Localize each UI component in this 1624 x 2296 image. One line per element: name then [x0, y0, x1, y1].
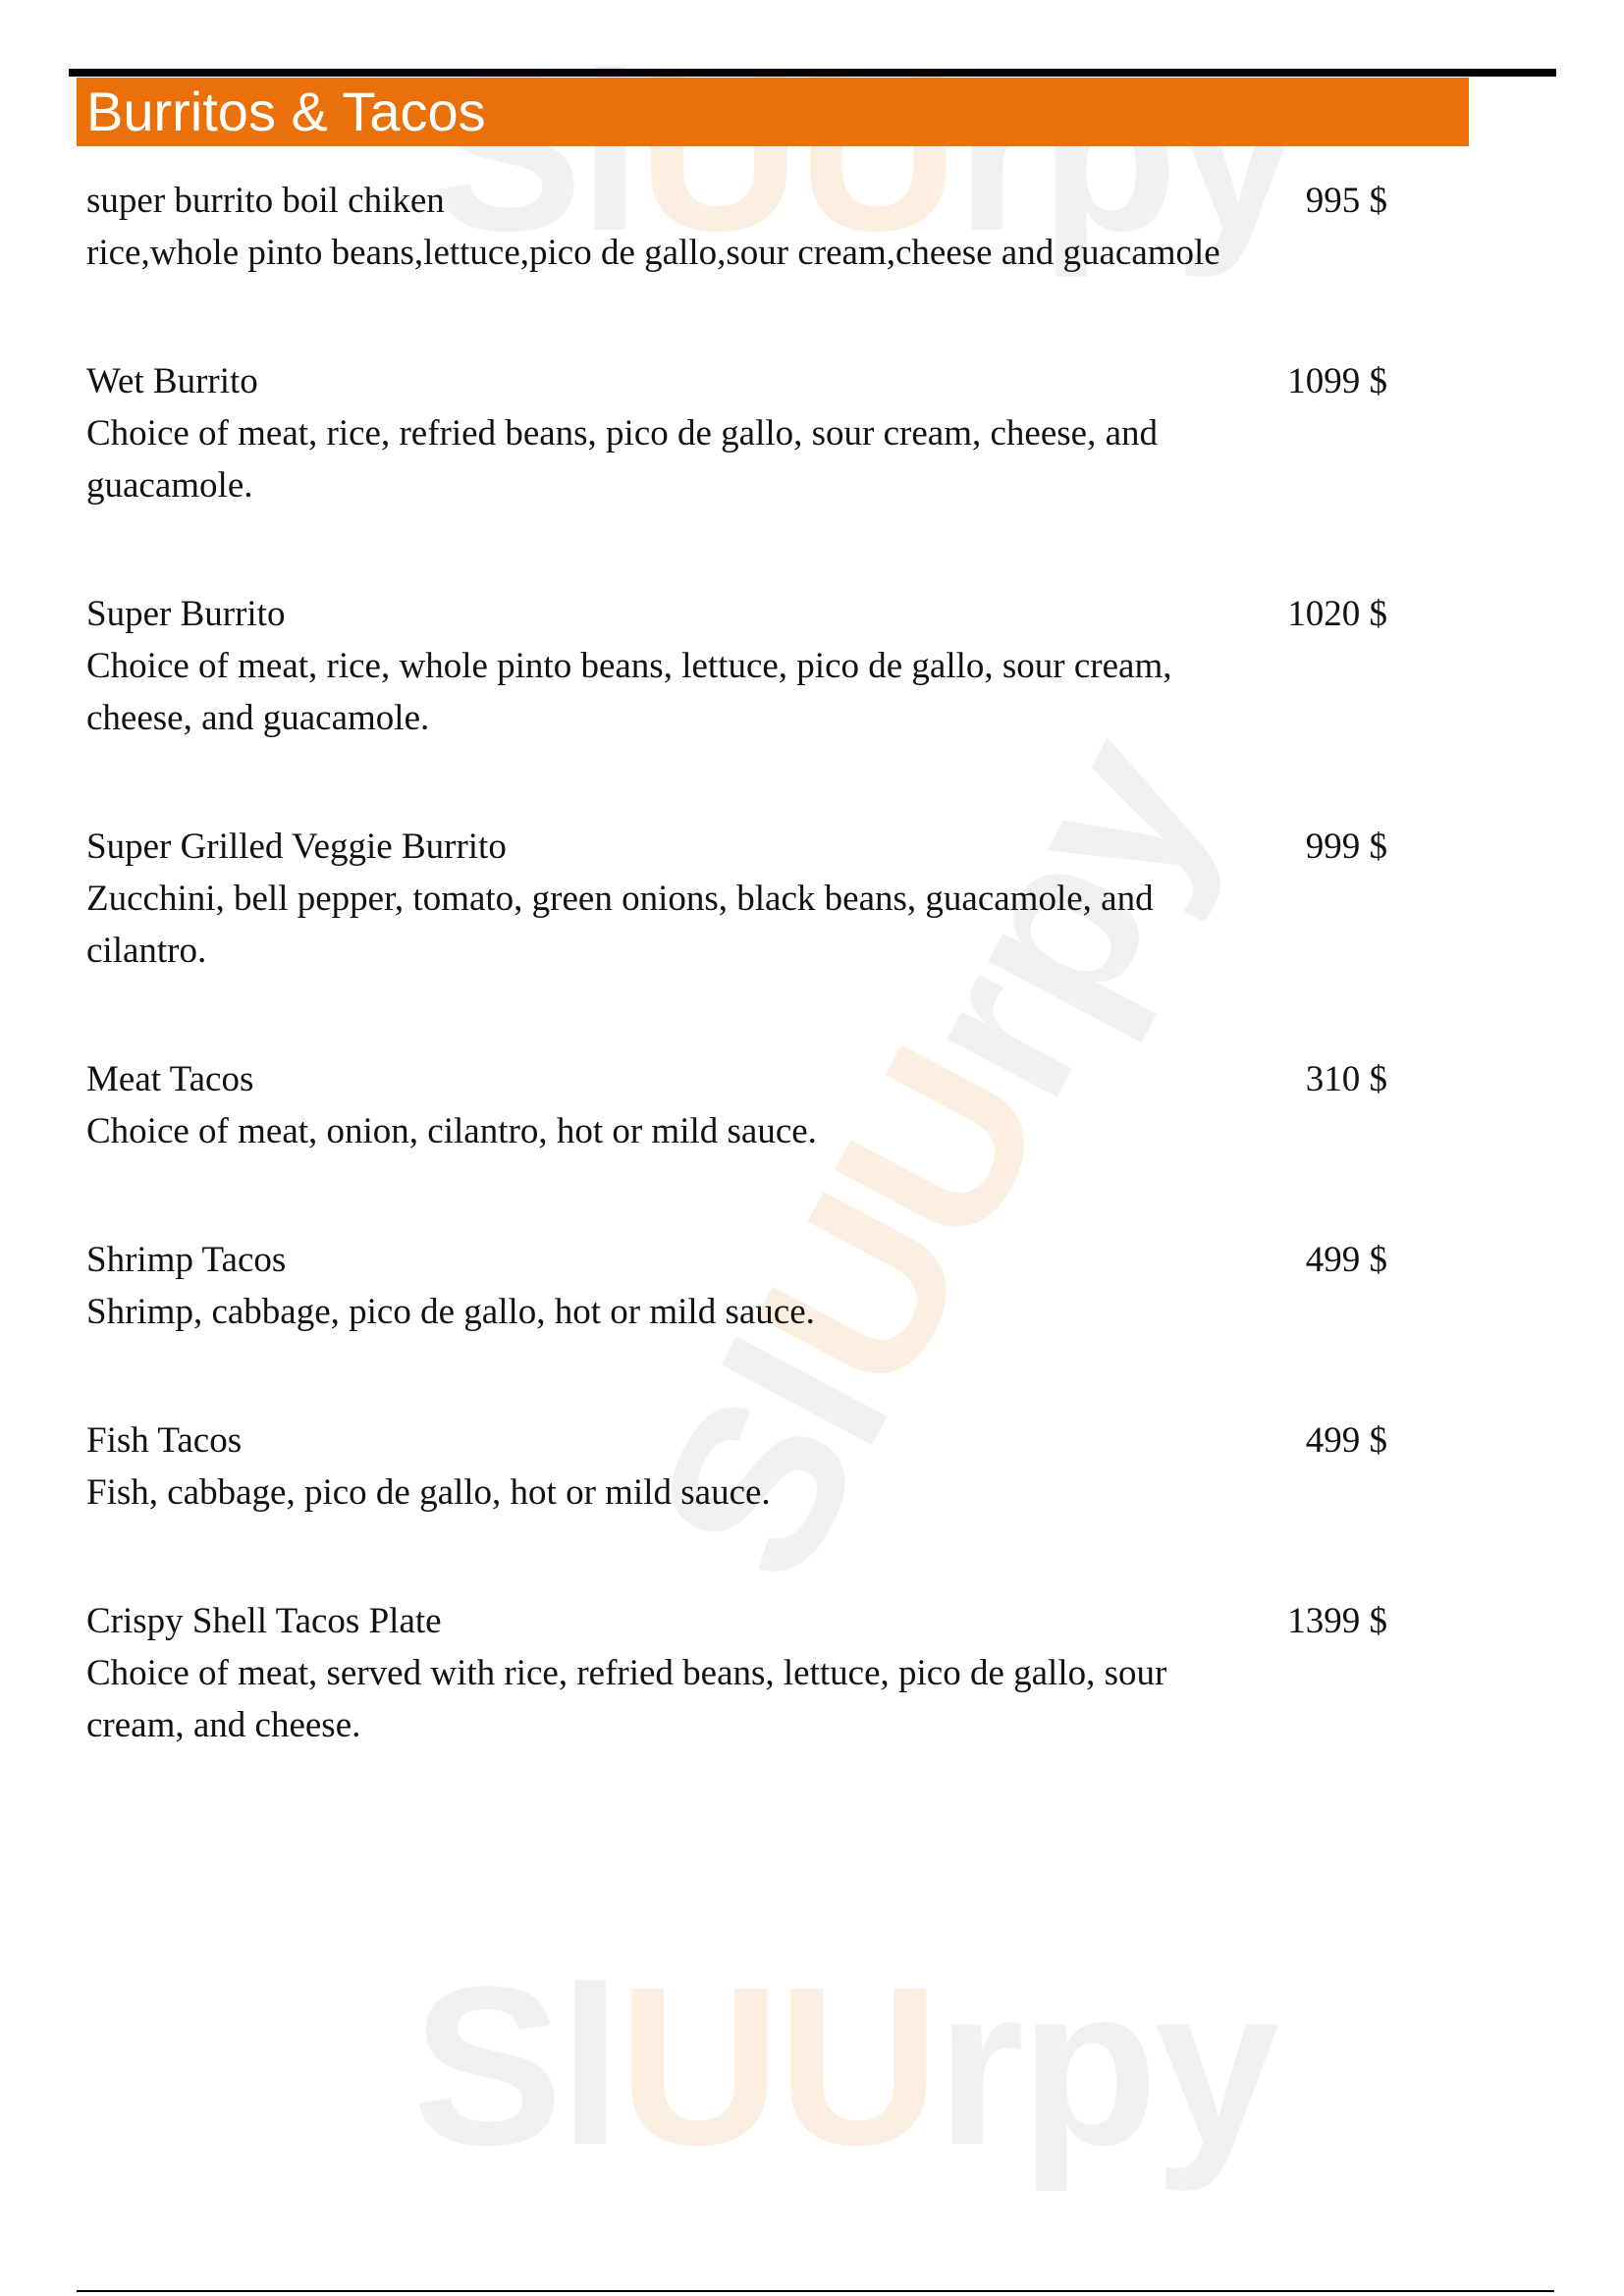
- item-description: Choice of meat, onion, cilantro, hot or mild sauce.: [86, 1111, 817, 1151]
- item-description: Shrimp, cabbage, pico de gallo, hot or mild sauce.: [86, 1292, 815, 1332]
- item-name: Meat Tacos: [86, 1059, 254, 1099]
- menu-list: [86, 175, 1387, 1751]
- watermark-logo: SlUUrpy: [412, 1940, 1276, 2192]
- item-name: Shrimp Tacos: [86, 1240, 287, 1280]
- item-price: 499 $: [1305, 1420, 1387, 1461]
- item-description: Choice of meat, rice, whole pinto beans, lettuce, pico de gallo, sour cream, cheese, and guacamole.: [86, 646, 1172, 738]
- item-price: 995 $: [1305, 181, 1387, 221]
- item-name: Wet Burrito: [86, 361, 258, 401]
- top-divider: [69, 69, 1556, 77]
- menu-item: [86, 1415, 1387, 1519]
- item-price: 1399 $: [1287, 1601, 1387, 1641]
- watermark-logo: SlUUrpy: [432, 26, 1296, 278]
- item-name: Fish Tacos: [86, 1420, 243, 1461]
- item-name: Crispy Shell Tacos Plate: [86, 1601, 442, 1641]
- section-header: [77, 78, 1469, 146]
- menu-item: [86, 1595, 1387, 1751]
- item-description: Choice of meat, rice, refried beans, pico de gallo, sour cream, cheese, and guacamole.: [86, 413, 1159, 506]
- menu-item: [86, 821, 1387, 977]
- item-price: 1020 $: [1287, 594, 1387, 634]
- item-description: Zucchini, bell pepper, tomato, green onions, black beans, guacamole, and cilantro.: [86, 879, 1154, 971]
- menu-item: [86, 1053, 1387, 1157]
- item-name: Super Grilled Veggie Burrito: [86, 827, 507, 867]
- item-description: Fish, cabbage, pico de gallo, hot or mild sauce.: [86, 1472, 771, 1513]
- item-description: rice,whole pinto beans,lettuce,pico de gallo,sour cream,cheese and guacamole: [86, 233, 1220, 273]
- item-price: 999 $: [1305, 827, 1387, 867]
- item-name: Super Burrito: [86, 594, 286, 634]
- menu-item: [86, 1234, 1387, 1338]
- watermark-logo: SlUUrpy: [604, 698, 1261, 1619]
- item-price: 310 $: [1305, 1059, 1387, 1099]
- item-price: 499 $: [1305, 1240, 1387, 1280]
- section-title: Burritos & Tacos: [86, 80, 486, 142]
- item-price: 1099 $: [1287, 361, 1387, 401]
- menu-item: [86, 588, 1387, 744]
- item-description: Choice of meat, served with rice, refried beans, lettuce, pico de gallo, sour cream, and cheese.: [86, 1653, 1167, 1745]
- menu-item: [86, 175, 1387, 279]
- menu-item: [86, 355, 1387, 511]
- bottom-divider: [77, 2290, 1554, 2292]
- item-name: super burrito boil chiken: [86, 181, 445, 221]
